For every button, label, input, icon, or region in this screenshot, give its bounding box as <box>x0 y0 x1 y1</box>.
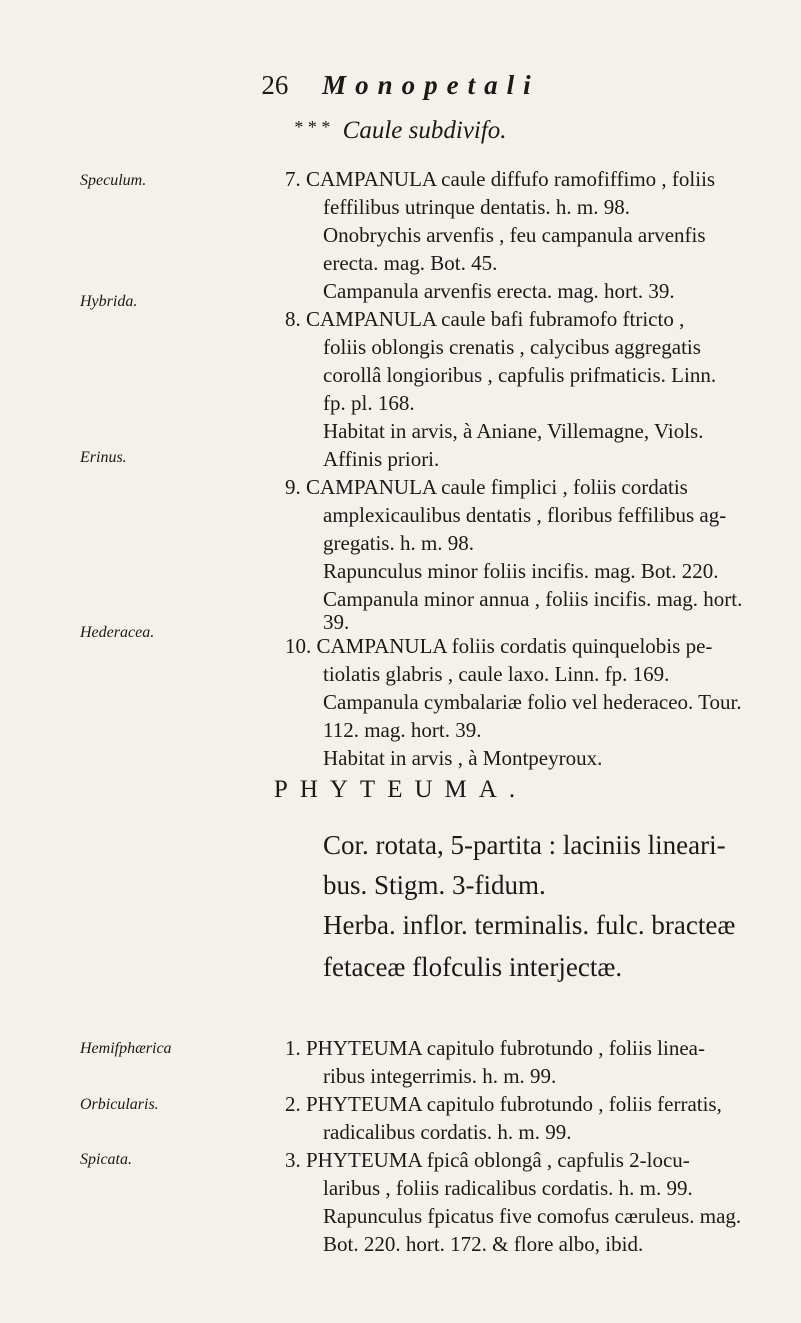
text-line: 39. <box>323 610 350 634</box>
text-line: 1. PHYTEUMA capitulo fubrotundo , foliis linea- <box>285 1036 705 1060</box>
margin-label-hybrida: Hybrida. <box>80 293 138 310</box>
genus-description-line: bus. Stigm. 3-fidum. <box>323 870 546 900</box>
text-line: Rapunculus minor foliis incifis. mag. Bot. 220. <box>323 559 719 583</box>
text-line: Habitat in arvis, à Aniane, Villemagne, Viols. <box>323 419 704 443</box>
text-line: amplexicaulibus dentatis , floribus feffilibus ag- <box>323 503 727 527</box>
text-line: Onobrychis arvenfis , feu campanula arvenfis <box>323 223 706 247</box>
text-line: foliis oblongis crenatis , calycibus aggregatis <box>323 335 701 359</box>
text-line: corollâ longioribus , capfulis prifmaticis. Linn. <box>323 363 717 387</box>
text-line: erecta. mag. Bot. 45. <box>323 251 498 275</box>
text-line: laribus , foliis radicalibus cordatis. h. m. 99. <box>323 1176 693 1200</box>
page-number: 26 <box>261 70 289 100</box>
page-header <box>0 70 801 101</box>
text-line: ribus integerrimis. h. m. 99. <box>323 1064 557 1088</box>
section-subhead <box>0 117 801 145</box>
text-line: Bot. 220. hort. 172. & flore albo, ibid. <box>323 1232 644 1256</box>
margin-label-speculum: Speculum. <box>80 172 147 189</box>
text-line: Campanula arvenfis erecta. mag. hort. 39. <box>323 279 675 303</box>
text-line: Habitat in arvis , à Montpeyroux. <box>323 746 603 770</box>
genus-heading: PHYTEUMA. <box>273 776 528 803</box>
text-line: fp. pl. 168. <box>323 391 415 415</box>
text-line: 7. CAMPANULA caule diffufo ramofiffimo , foliis <box>285 167 716 191</box>
margin-label-orbicularis: Orbicularis. <box>80 1096 159 1113</box>
text-line: 3. PHYTEUMA fpicâ oblongâ , capfulis 2-locu- <box>285 1148 690 1172</box>
text-line: Affinis priori. <box>323 447 440 471</box>
margin-label-hemisphaerica: Hemifphærica <box>80 1040 172 1057</box>
text-line: Rapunculus fpicatus five comofus cæruleus. mag. <box>323 1204 742 1228</box>
text-line: gregatis. h. m. 98. <box>323 531 475 555</box>
margin-label-spicata: Spicata. <box>80 1151 132 1168</box>
page-title: Monopetali <box>322 70 540 100</box>
text-line: feffilibus utrinque dentatis. h. m. 98. <box>323 195 630 219</box>
text-line: tiolatis glabris , caule laxo. Linn. fp. 169. <box>323 662 670 686</box>
text-line: 9. CAMPANULA caule fimplici , foliis cordatis <box>285 475 688 499</box>
text-line: 112. mag. hort. 39. <box>323 718 482 742</box>
stars-ornament: * * * <box>294 117 331 137</box>
section-caption: Caule subdivifo. <box>342 117 507 144</box>
text-line: 2. PHYTEUMA capitulo fubrotundo , foliis ferratis, <box>285 1092 722 1116</box>
genus-description-line: Cor. rotata, 5-partita : laciniis lineari- <box>323 830 726 860</box>
margin-label-hederacea: Hederacea. <box>80 624 155 641</box>
genus-description-line: fetaceæ flofculis interjectæ. <box>323 952 623 982</box>
text-line: 8. CAMPANULA caule bafi fubramofo ftricto , <box>285 307 685 331</box>
text-line: 10. CAMPANULA foliis cordatis quinquelobis pe- <box>285 634 713 658</box>
text-line: Campanula minor annua , foliis incifis. mag. hort. <box>323 587 743 611</box>
margin-label-erinus: Erinus. <box>80 449 127 466</box>
genus-description-line: Herba. inflor. terminalis. fulc. bracteæ <box>323 910 736 940</box>
text-line: radicalibus cordatis. h. m. 99. <box>323 1120 572 1144</box>
text-line: Campanula cymbalariæ folio vel hederaceo. Tour. <box>323 690 742 714</box>
